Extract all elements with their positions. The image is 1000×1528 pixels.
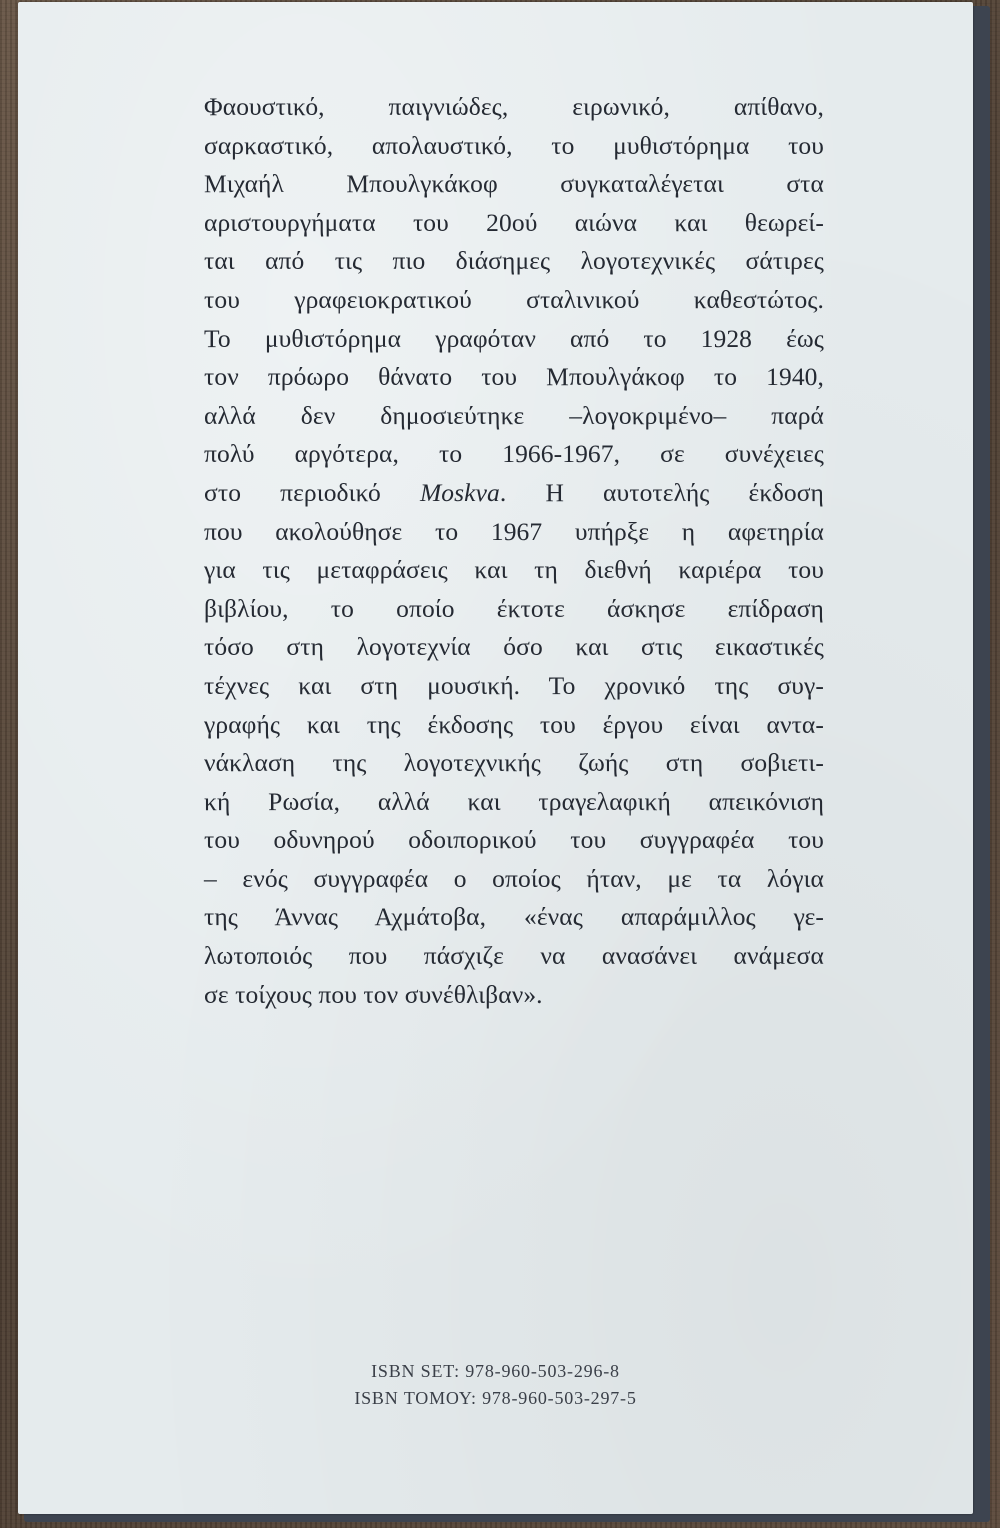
blurb-line: Το μυθιστόρημα γραφόταν από το 1928 έως: [204, 323, 824, 353]
isbn-volume: ISBN ΤΟΜΟΥ: 978-960-503-297-5: [354, 1388, 637, 1408]
blurb-line: του οδυνηρού οδοιπορικού του συγγραφέα του: [204, 825, 824, 855]
blurb-line: σε τοίχους που τον συνέθλιβαν».: [204, 979, 543, 1009]
blurb-line: – ενός συγγραφέα ο οποίος ήταν, με τα λόγια: [204, 863, 824, 893]
blurb-line: Φαουστικό, παιγνιώδες, ειρωνικό, απίθανο,: [204, 92, 824, 121]
blurb-line: γραφής και της έκδοσης του έργου είναι αντα-: [204, 709, 824, 739]
blurb-line: τον πρόωρο θάνατο του Μπουλγάκοφ το 1940,: [204, 362, 824, 392]
blurb-line: για τις μεταφράσεις και τη διεθνή καριέρα του: [204, 555, 824, 585]
blurb-line: βιβλίου, το οποίο έκτοτε άσκησε επίδραση: [204, 593, 824, 623]
book-back-cover: [18, 2, 973, 1514]
blurb-line: κή Ρωσία, αλλά και τραγελαφική απεικόνιση: [204, 786, 824, 816]
blurb-line: σαρκαστικό, απολαυστικό, το μυθιστόρημα του: [204, 130, 824, 160]
blurb-line: λωτοποιός που πάσχιζε να ανασάνει ανάμεσα: [204, 941, 824, 971]
back-cover-blurb: [204, 88, 824, 1014]
blurb-line: του γραφειοκρατικού σταλινικού καθεστώτος.: [204, 284, 824, 314]
blurb-line: αριστουργήματα του 20ού αιώνα και θεωρεί-: [204, 207, 824, 237]
blurb-line: ται από τις πιο διάσημες λογοτεχνικές σάτιρες: [204, 246, 824, 276]
isbn-set: ISBN SET: 978-960-503-296-8: [371, 1361, 620, 1381]
blurb-line: τέχνες και στη μουσική. Το χρονικό της συγ-: [204, 670, 824, 700]
periodical-title: Moskva: [419, 477, 500, 507]
blurb-line: νάκλαση της λογοτεχνικής ζωής στη σοβιετι-: [204, 748, 824, 778]
blurb-line: της Άννας Αχμάτοβα, «ένας απαράμιλλος γε-: [204, 902, 824, 932]
blurb-line: στο περιοδικό Moskva. Η αυτοτελής έκδοση: [204, 477, 824, 507]
blurb-line: Μιχαήλ Μπουλγκάκοφ συγκαταλέγεται στα: [204, 169, 824, 199]
blurb-line: πολύ αργότερα, το 1966-1967, σε συνέχειες: [204, 439, 824, 469]
blurb-line: τόσο στη λογοτεχνία όσο και στις εικαστικές: [204, 632, 824, 662]
blurb-line: αλλά δεν δημοσιεύτηκε –λογοκριμένο– παρά: [204, 400, 824, 430]
blurb-line: που ακολούθησε το 1967 υπήρξε η αφετηρία: [204, 516, 824, 546]
